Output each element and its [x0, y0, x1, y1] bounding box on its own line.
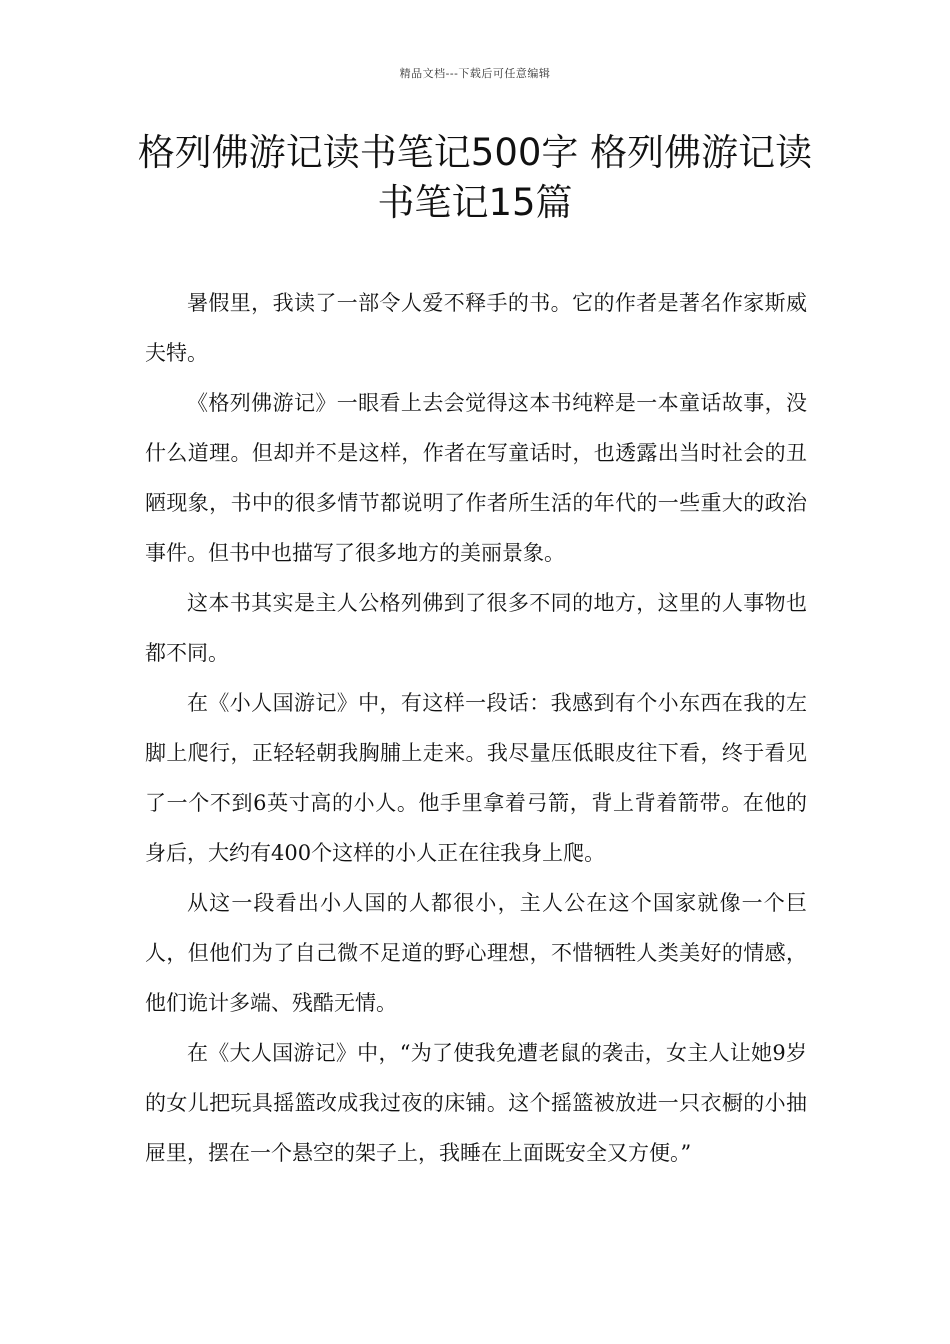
document-body — [145, 278, 807, 1178]
paragraph: 《格列佛游记》一眼看上去会觉得这本书纯粹是一本童话故事，没什么道理。但却并不是这样，作者在写童话时，也透露出当时社会的丑陋现象，书中的很多情节都说明了作者所生活的年代的一些重大的政治事件。但书中也描写了很多地方的美丽景象。 — [145, 391, 807, 565]
header-note: 精品文档---下载后可任意编辑 — [399, 67, 551, 80]
paragraph: 暑假里，我读了一部令人爱不释手的书。它的作者是著名作家斯威夫特。 — [145, 291, 807, 365]
paragraph: 这本书其实是主人公格列佛到了很多不同的地方，这里的人事物也都不同。 — [145, 591, 807, 665]
paragraph: 在《大人国游记》中，“为了使我免遭老鼠的袭击，女主人让她9岁的女儿把玩具摇篮改成我过夜的床铺。这个摇篮被放进一只衣橱的小抽屉里，摆在一个悬空的架子上，我睡在上面既安全又方便。” — [145, 1041, 807, 1165]
paragraph: 从这一段看出小人国的人都很小，主人公在这个国家就像一个巨人，但他们为了自己微不足道的野心理想，不惜牺牲人类美好的情感，他们诡计多端、残酷无情。 — [145, 891, 807, 1015]
document-title: 格列佛游记读书笔记500字 格列佛游记读书笔记15篇 — [137, 131, 813, 224]
paragraph: 在《小人国游记》中，有这样一段话：我感到有个小东西在我的左脚上爬行，正轻轻朝我胸脯上走来。我尽量压低眼皮往下看，终于看见了一个不到6英寸高的小人。他手里拿着弓箭，背上背着箭带。在他的身后，大约有400个这样的小人正在往我身上爬。 — [145, 691, 807, 865]
